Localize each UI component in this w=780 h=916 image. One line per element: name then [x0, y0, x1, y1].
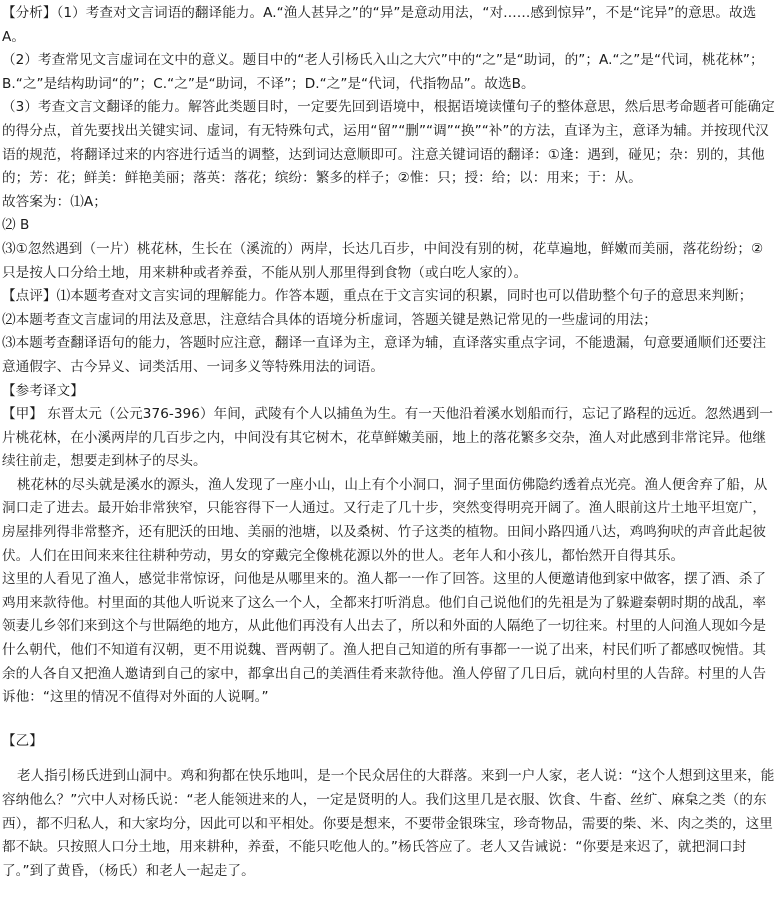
analysis-part-1: 【分析】（1）考查对文言词语的翻译能力。A.“渔人甚异之”的“异”是意动用法，“对……感到惊异”，不是“诧异”的意思。故选A。	[2, 5, 757, 45]
answer-label: 故答案为：⑴A；	[2, 193, 107, 210]
translation-yi-heading: 【乙】	[2, 732, 43, 749]
translation-heading: 【参考译文】	[2, 382, 84, 399]
comment-2: ⑵本题考查文言虚词的用法及意思，注意结合具体的语境分析虚词，答题关键是熟记常见的一些虚词的用法；	[2, 311, 657, 328]
comment-1: 【点评】⑴本题考查对文言实词的理解能力。作答本题，重点在于文言实词的积累，同时也可以借助整个句子的意思来判断；	[2, 288, 753, 305]
analysis-part-3: （3）考查文言文翻译的能力。解答此类题目时，一定要先回到语境中，根据语境读懂句子的整体意思，然后思考命题者可能确定的得分点，首先要找出关键实词、虚词，有无特殊句式，运用“留”“删”“调”“换”“补”的方法，直译为主，意译为辅。并按现代汉语的规范，将翻译过来的内容进行适当的调整，达到词达意顺即可。注意关键词语的翻译：①逢：遇到，碰见；杂：别的，其他的；芳：花；鲜美：鲜艳美丽；落英：落花；缤纷：繁多的样子；②惟：只；授：给；以：用来；于：从。	[2, 99, 775, 187]
translation-jia-1: 【甲】 东晋太元（公元376-396）年间，武陵有个人以捕鱼为生。有一天他沿着溪水划船而行，忘记了路程的远近。忽然遇到一片桃花林，在小溪两岸的几百步之内，中间没有其它树木，花草鲜嫩美丽，地上的落花繁多交杂，渔人对此感到非常诧异。他继续往前走，想要走到林子的尽头。	[2, 406, 773, 470]
watermark: ​	[114, 200, 126, 254]
translation-yi-1: 老人指引杨氏进到山洞中。鸡和狗都在快乐地叫，是一个民众居住的大群落。来到一户人家，老人说：“这个人想到这里来，能容纳他么？”穴中人对杨氏说：“老人能领进来的人，一定是贤明的人。我们这里几是衣服、饮食、牛畜、丝纩、麻枲之类（的东西），都不归私人，和大家均分，因此可以和平相处。你要是想来，不要带金银珠宝，珍奇物品，需要的柴、米、肉之类的，这里都不缺。只按照人口分土地，用来耕种，养蚕，不能只吃他人的。”杨氏答应了。老人又告诫说：“你要是来迟了，就把洞口封了。”到了黄昏，（杨氏）和老人一起走了。	[2, 768, 775, 879]
translation-jia-2: 桃花林的尽头就是溪水的源头，渔人发现了一座小山，山上有个小洞口，洞子里面仿佛隐约透着点光亮。渔人便舍弃了船，从洞口走了进去。最开始非常狭窄，只能容得下一人通过。又行走了几十步，突然变得明亮开阔了。渔人眼前这片土地平坦宽广，房屋排列得非常整齐，还有肥沃的田地、美丽的池塘，以及桑树、竹子这类的植物。田间小路四通八达，鸡鸣狗吠的声音此起彼伏。人们在田间来来往往耕种劳动，男女的穿戴完全像桃花源以外的世人。老年人和小孩儿，都怡然开自得其乐。	[2, 476, 768, 564]
translation-jia-3: 这里的人看见了渔人，感觉非常惊讶，问他是从哪里来的。渔人都一一作了回答。这里的人便邀请他到家中做客，摆了酒、杀了鸡用来款待他。村里面的其他人听说来了这么一个人，全都来打听消息。他们自己说他们的先祖是为了躲避秦朝时期的战乱，率领妻儿乡邻们来到这个与世隔绝的地方，从此他们再没有人出去了，所以和外面的人隔绝了一切往来。村里的人问渔人现如今是什么朝代，他们不知道有汉朝，更不用说魏、晋两朝了。渔人把自己知道的所有事都一一说了出来，村民们听了都感叹惋惜。其余的人各自又把渔人邀请到自己的家中，都拿出自己的美酒佳肴来款待他。渔人停留了几日后，就向村里的人告辞。村里的人告诉他：“这里的情况不值得对外面的人说啊。”	[2, 571, 767, 706]
analysis-part-2: （2）考查常见文言虚词在文中的意义。题目中的“老人引杨氏入山之大穴”中的“之”是“助词，的”；A.“之”是“代词，桃花林”；B.“之”是结构助词“的”；C.“之”是“助词，不译”；D.“之”是“代词，代指物品”。故选B。	[2, 52, 764, 92]
answer-3: ⑶①忽然遇到（一片）桃花林，生长在（溪流的）两岸，长达几百步，中间没有别的树，花草遍地，鲜嫩而美丽，落花纷纷；②只是按人口分给土地，用来耕种或者养蚕，不能从别人那里得到食物（或白吃人家的）。	[2, 240, 764, 281]
answer-2: ⑵ B	[2, 217, 30, 234]
document-body	[0, 2, 780, 883]
comment-3: ⑶本题考查翻译语句的能力，答题时应注意，翻译一直译为主，意译为辅，直译落实重点字词，不能遗漏，句意要通顺们还要注意通假字、古今异义、词类活用、一词多义等特殊用法的词语。	[2, 335, 767, 375]
